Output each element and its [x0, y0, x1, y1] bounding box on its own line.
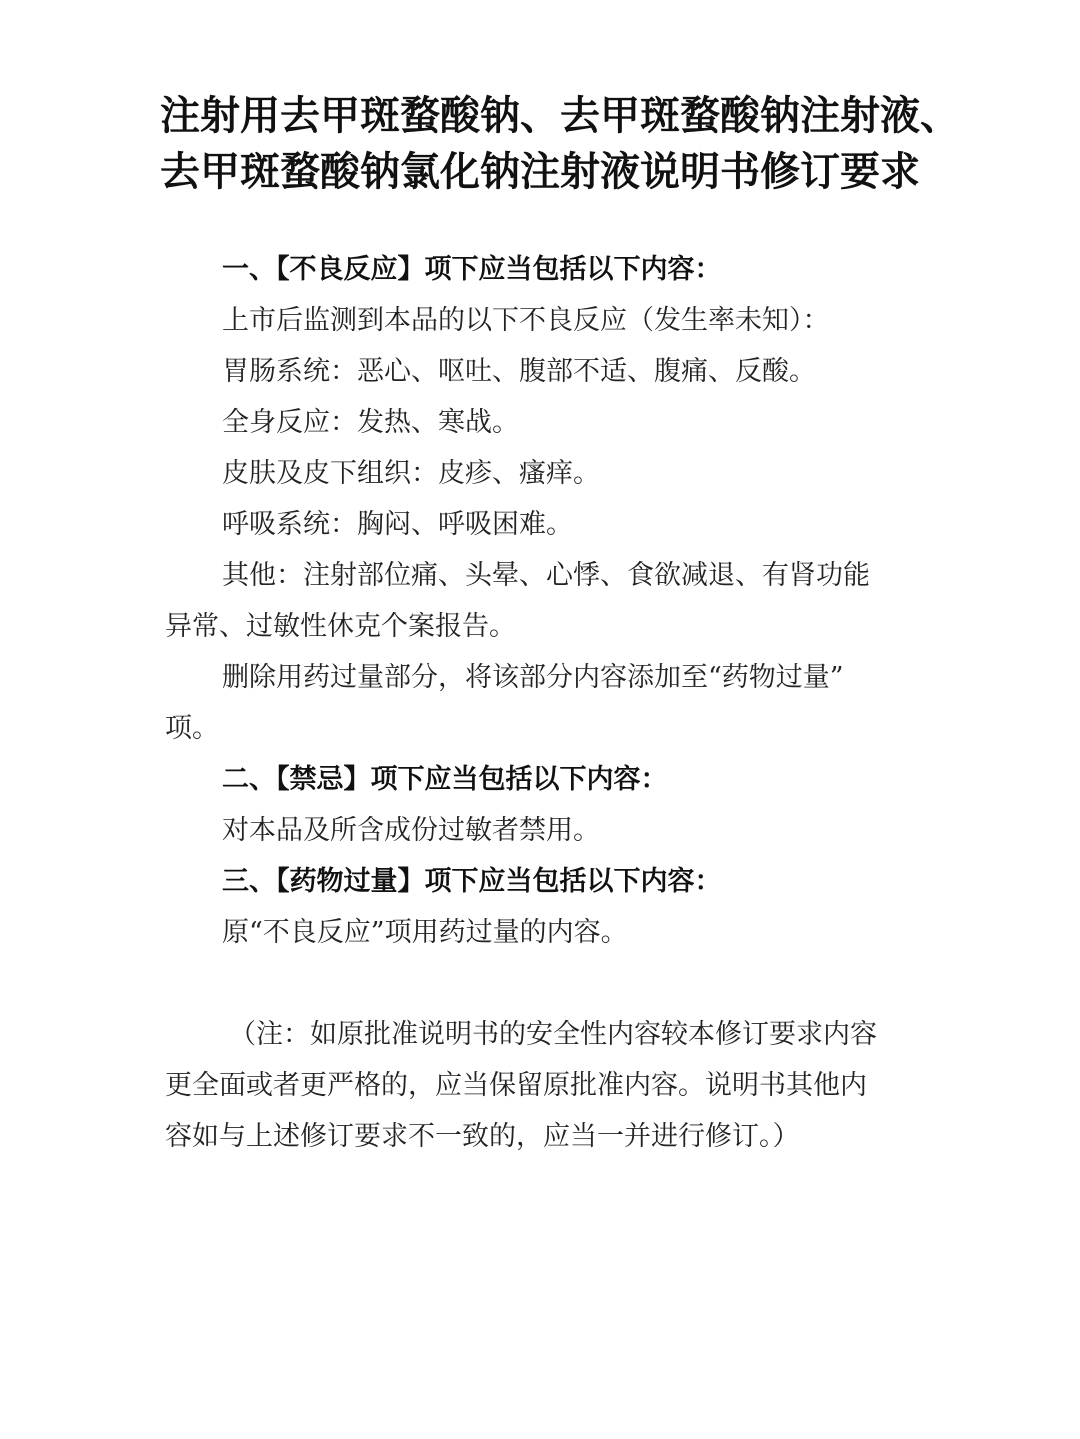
- title-line-1: 注射用去甲斑蝥酸钠、去甲斑蝥酸钠注射液、: [160, 92, 960, 139]
- paragraph: 对本品及所含成份过敏者禁用。: [222, 815, 600, 846]
- paragraph: 删除用药过量部分，将该部分内容添加至“药物过量”: [222, 662, 844, 693]
- note-line-3: 容如与上述修订要求不一致的，应当一并进行修订。）: [165, 1121, 800, 1152]
- paragraph: 胃肠系统：恶心、呕吐、腹部不适、腹痛、反酸。: [222, 356, 816, 387]
- section-heading-contraindications: 二、【禁忌】项下应当包括以下内容：: [222, 764, 668, 795]
- paragraph: 皮肤及皮下组织：皮疹、瘙痒。: [222, 458, 600, 489]
- spacer: [165, 958, 925, 1009]
- paragraph-continuation: 异常、过敏性休克个案报告。: [165, 611, 516, 642]
- paragraph-continuation: 项。: [165, 713, 219, 744]
- paragraph: 上市后监测到本品的以下不良反应（发生率未知）：: [222, 305, 830, 336]
- note-line-1: （注：如原批准说明书的安全性内容较本修订要求内容: [229, 1019, 877, 1050]
- title-line-2: 去甲斑蝥酸钠氯化钠注射液说明书修订要求: [160, 148, 920, 195]
- paragraph: 原“不良反应”项用药过量的内容。: [222, 917, 628, 948]
- document-body: [165, 244, 925, 1162]
- paragraph: 全身反应：发热、寒战。: [222, 407, 519, 438]
- paragraph: 呼吸系统：胸闷、呼吸困难。: [222, 509, 573, 540]
- note-line-2: 更全面或者更严格的，应当保留原批准内容。说明书其他内: [165, 1070, 867, 1101]
- paragraph: 其他：注射部位痛、头晕、心悸、食欲减退、有肾功能: [222, 560, 870, 591]
- section-heading-adverse-reactions: 一、【不良反应】项下应当包括以下内容：: [222, 254, 722, 285]
- section-heading-overdose: 三、【药物过量】项下应当包括以下内容：: [222, 866, 722, 897]
- document-title: [160, 88, 960, 200]
